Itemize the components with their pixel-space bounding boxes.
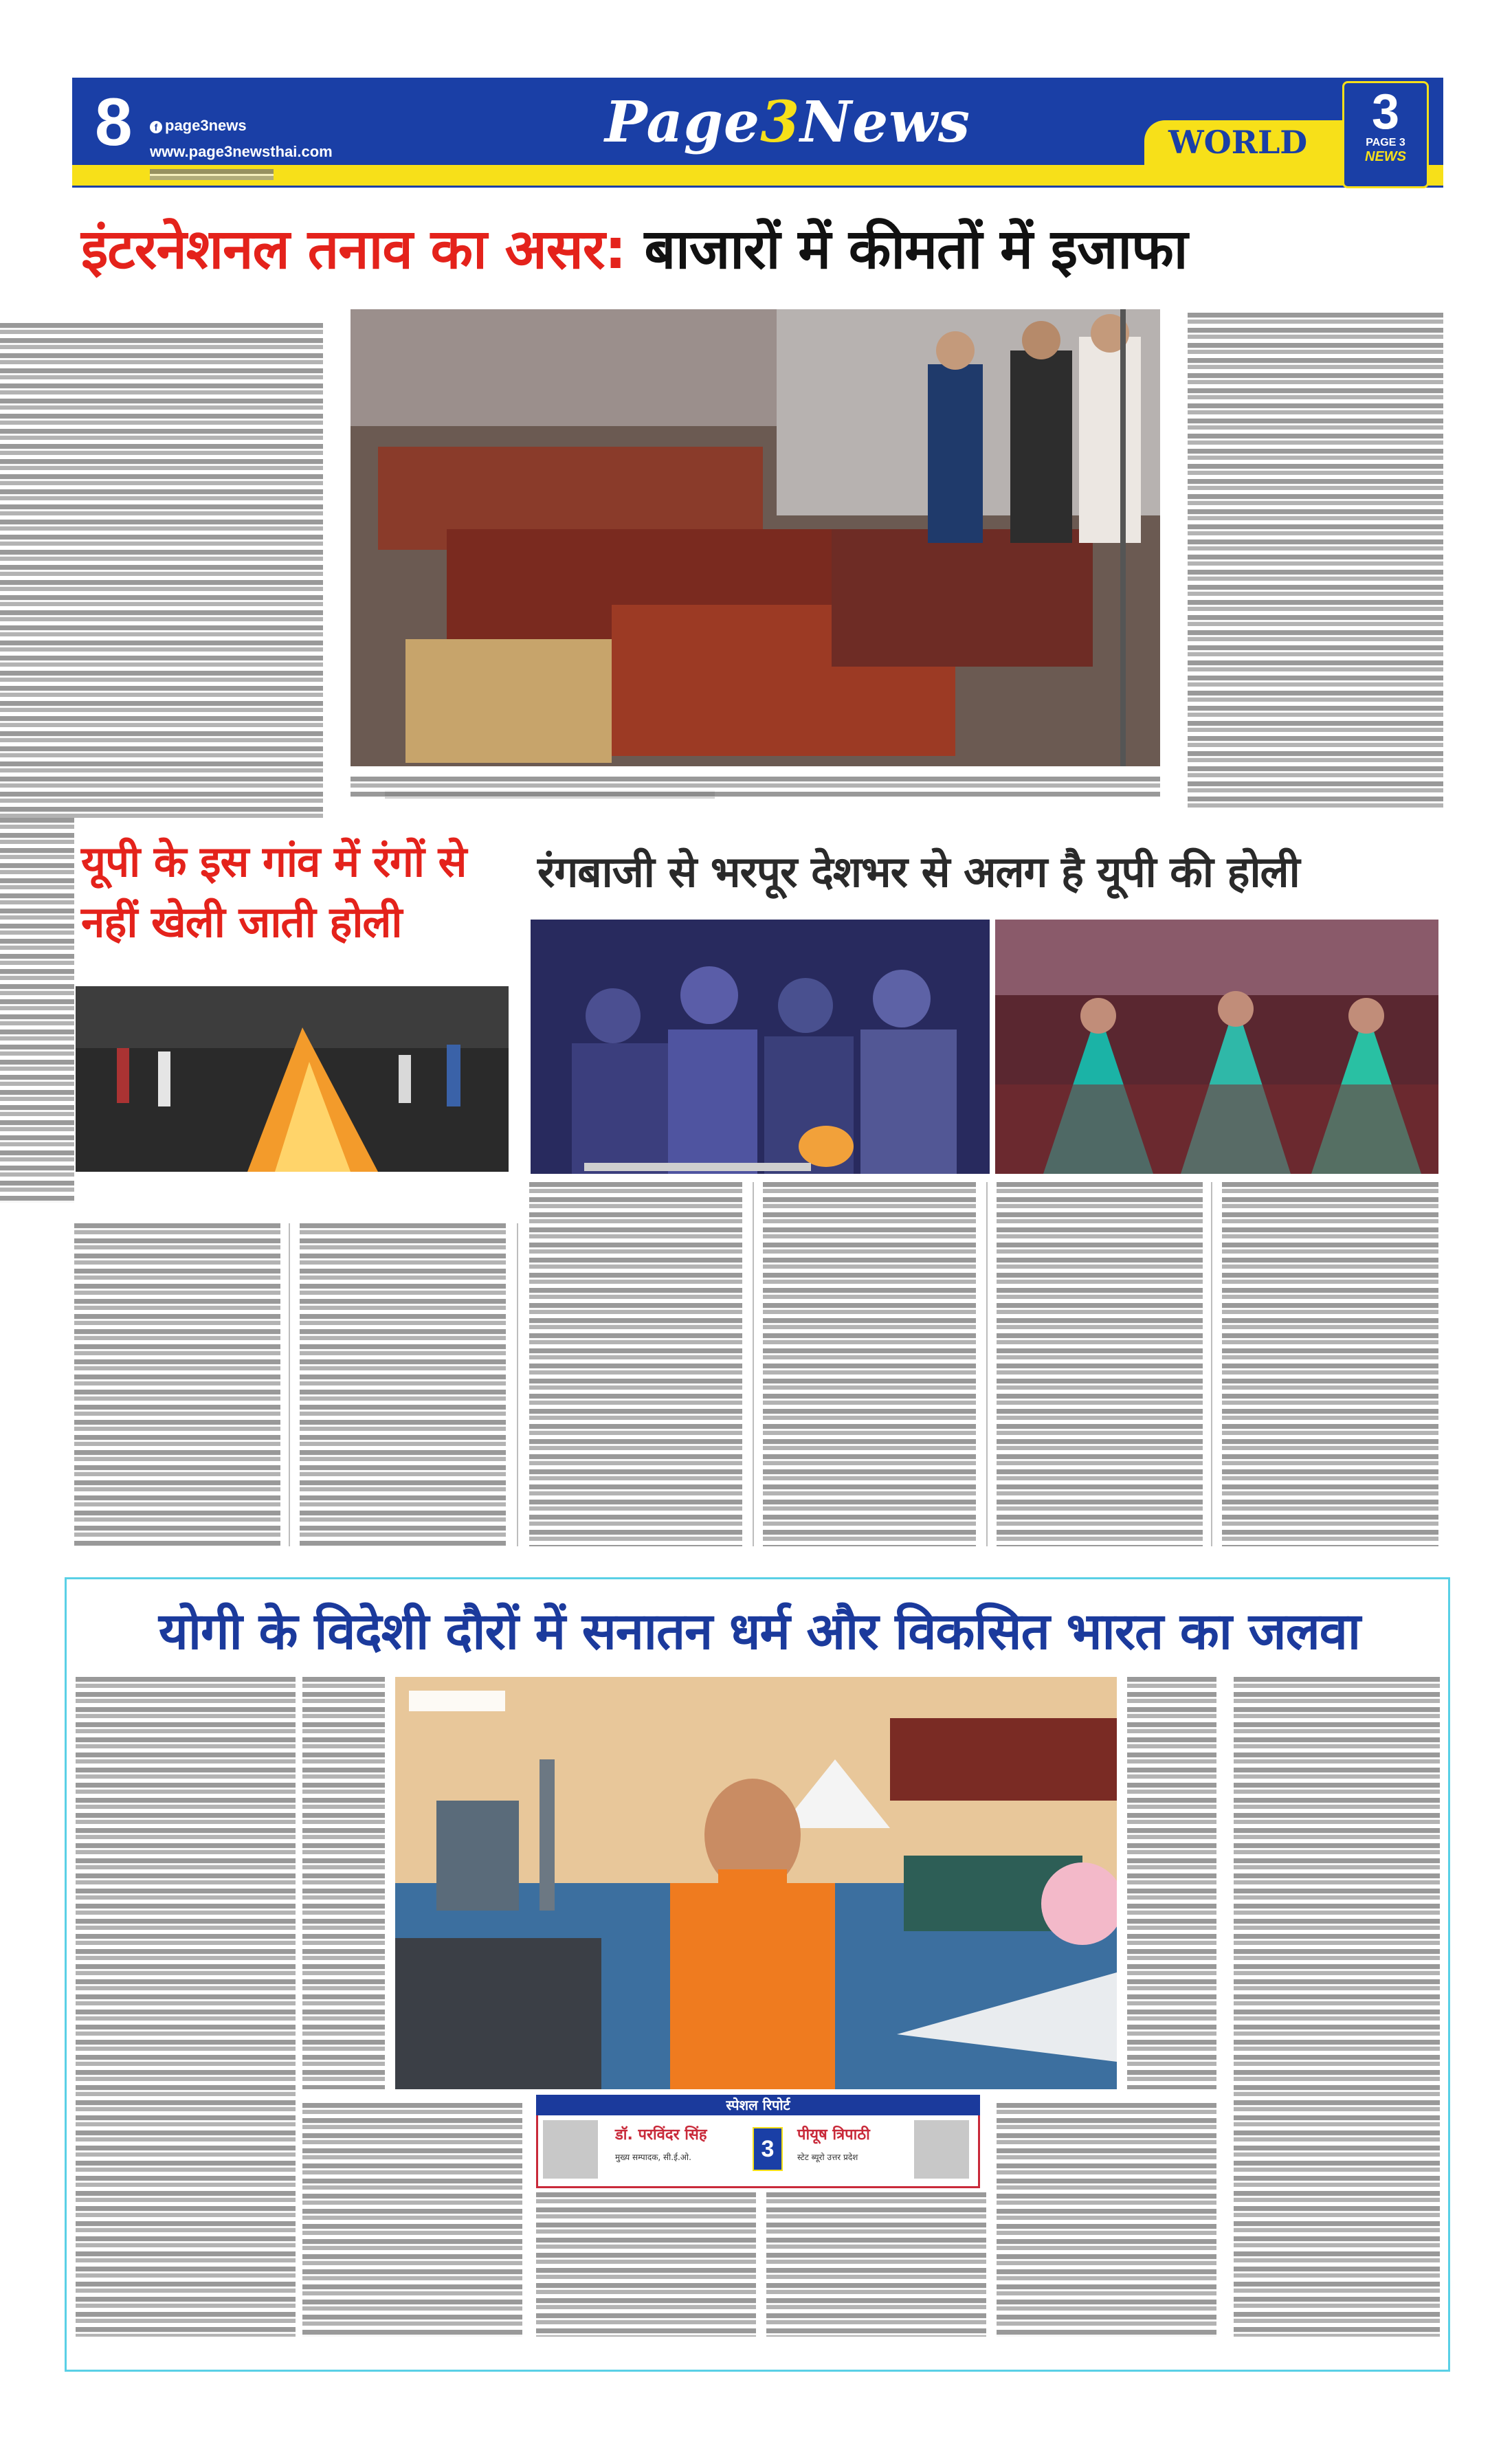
holi-column-5 — [997, 1182, 1203, 1546]
lead-headline — [81, 210, 1428, 285]
holi-column-1 — [74, 1223, 280, 1546]
holi-column-6 — [1222, 1182, 1438, 1546]
column-divider — [1211, 1182, 1212, 1546]
facebook-icon: f — [150, 121, 162, 133]
lead-story-right-column — [1188, 313, 1443, 808]
holi-column-4 — [763, 1182, 976, 1546]
badge-page: PAGE 3 — [1366, 137, 1405, 148]
page-number: 8 — [95, 84, 133, 159]
yogi-column-3-bottom — [997, 2103, 1216, 2337]
yogi-column-4 — [1234, 1677, 1440, 2337]
badge-news: NEWS — [1365, 149, 1406, 164]
market-photo — [351, 309, 1160, 766]
yogi-collage-illustration — [395, 1677, 1117, 2089]
holi-photo-caption — [584, 1163, 811, 1171]
yogi-column-3-top — [1127, 1677, 1216, 2089]
holi-column-2 — [300, 1223, 506, 1546]
author1-avatar — [543, 2120, 598, 2179]
column-divider — [517, 1223, 518, 1546]
author2-name: पीयूष त्रिपाठी — [797, 2126, 870, 2144]
holi-crowd-photo-2 — [995, 920, 1438, 1174]
logo-page: Page — [605, 89, 761, 155]
column-divider — [753, 1182, 754, 1546]
page3news-logo — [605, 89, 971, 155]
market-illustration — [351, 309, 1160, 766]
section-label: WORLD — [1168, 124, 1308, 161]
yogi-column-2-bottom — [302, 2103, 522, 2337]
report-logo-badge: 3 — [753, 2127, 783, 2171]
holi-crowd-illustration-2 — [995, 920, 1438, 1174]
bonfire-illustration — [76, 986, 509, 1172]
author2-avatar — [914, 2120, 969, 2179]
yogi-column-middle-2 — [766, 2192, 986, 2337]
author2-role: स्टेट ब्यूरो उत्तर प्रदेश — [797, 2152, 858, 2162]
website-link[interactable]: www.page3newsthai.com — [150, 143, 333, 160]
holi-crowd-photo-1 — [531, 920, 990, 1174]
social-handle-text: page3news — [165, 117, 247, 134]
yogi-headline: योगी के विदेशी दौरों में सनातन धर्म और विकसित भारत का जलवा — [158, 1602, 1361, 1661]
brand-badge — [1342, 81, 1429, 188]
author1-role: मुख्य सम्पादक, सी.ई.ओ. — [615, 2152, 691, 2162]
lead-headline-black: बाजारों में कीमतों में इजाफा — [625, 217, 1188, 281]
special-report-title: स्पेशल रिपोर्ट — [536, 2095, 980, 2115]
yogi-column-middle-1 — [536, 2192, 756, 2337]
holi-village-headline: यूपी के इस गांव में रंगों से नहीं खेली जाती होली — [81, 836, 467, 947]
logo-digit: 3 — [760, 89, 801, 155]
social-handle[interactable] — [150, 117, 247, 135]
masthead-yellow-strip — [72, 165, 1443, 186]
author1-name: डॉ. परविंदर सिंह — [615, 2126, 707, 2144]
market-photo-text-strip — [351, 777, 1160, 797]
logo-news: News — [800, 89, 971, 155]
holi-crowd-illustration-1 — [531, 920, 990, 1174]
holi-left-margin-text — [0, 818, 74, 1203]
holi-up-headline: रंगबाजी से भरपूर देशभर से अलग है यूपी की होली — [537, 847, 1300, 897]
column-divider — [986, 1182, 988, 1546]
holi-column-3 — [529, 1182, 742, 1546]
lead-headline-red: इंटरनेशनल तनाव का असर: — [81, 217, 626, 281]
yogi-column-1 — [76, 1677, 296, 2337]
lead-story-left-column — [0, 323, 323, 818]
date-line — [150, 169, 274, 180]
column-divider — [289, 1223, 290, 1546]
bonfire-photo — [76, 986, 509, 1172]
badge-digit: 3 — [1371, 85, 1400, 140]
yogi-column-2-top — [302, 1677, 385, 2089]
yogi-collage-photo — [395, 1677, 1117, 2089]
